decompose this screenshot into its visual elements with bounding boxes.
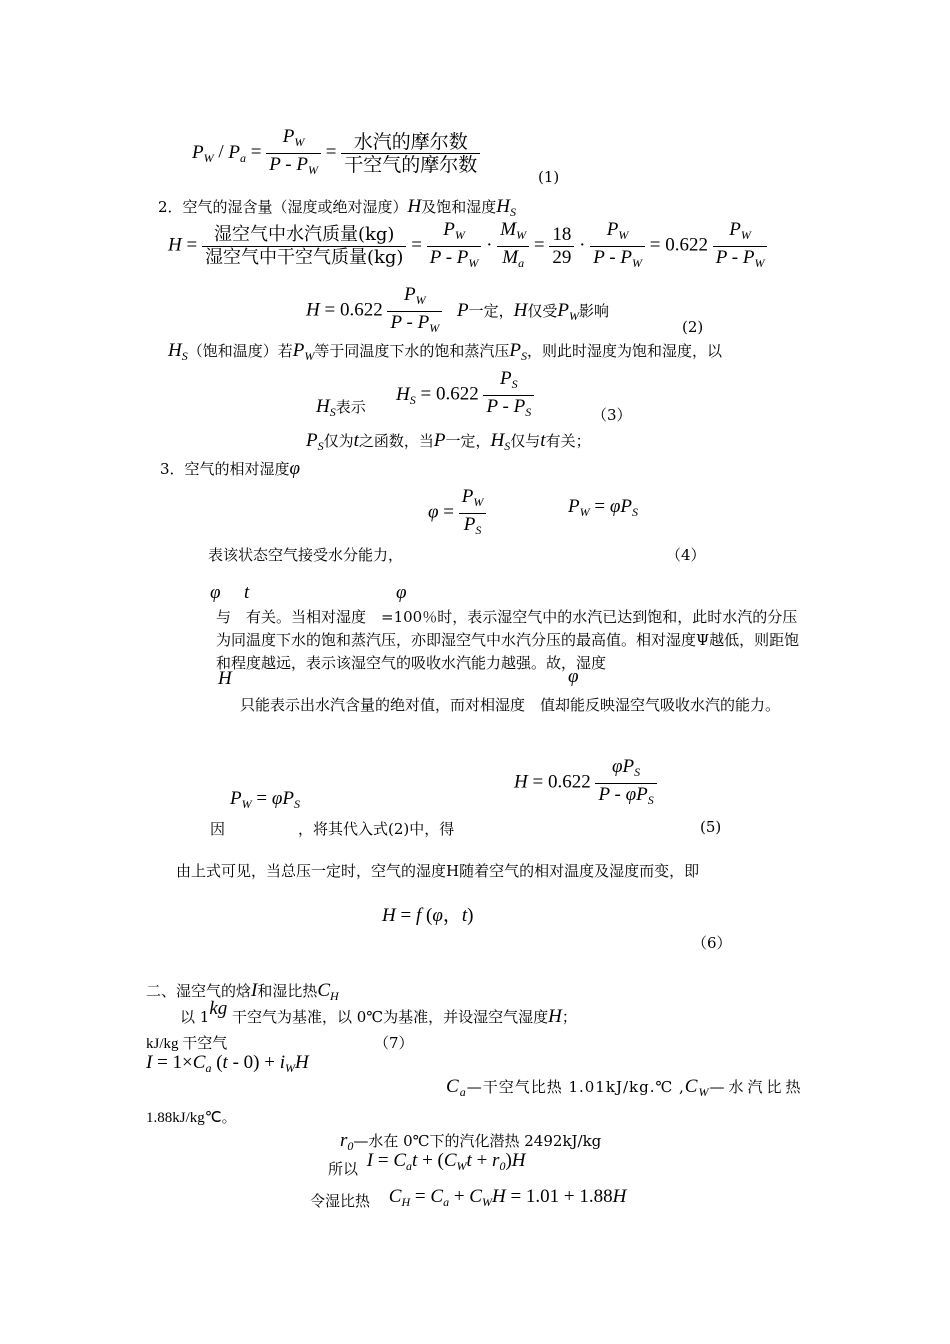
saturation-label: $H_S$表示 xyxy=(316,396,366,419)
cw-value: 1.88kJ/kg℃。 xyxy=(146,1110,237,1126)
equation-tag-3: （3） xyxy=(592,406,632,424)
enthalpy-so-line: 所以 $I = C_at + (C_Wt + r_0)H$ xyxy=(328,1150,526,1178)
humid-heat-line: 令湿比热 $C_H = C_a + C_WH = 1.01 + 1.88H$ xyxy=(310,1186,627,1210)
section-2-heading: 2．空气的湿含量（湿度或绝对湿度）H及饱和湿度$H_S$ xyxy=(158,196,517,219)
absolute-humidity-paragraph: 只能表示出水汽含量的绝对值，而对相湿度 值却能反映湿空气吸收水汽的能力。 xyxy=(240,696,781,714)
equation-tag-4: （4） xyxy=(666,546,706,564)
fraction-denominator: 干空气的摩尔数 xyxy=(344,154,478,176)
symbol-phi: φ xyxy=(568,666,579,687)
equation-tag-7: （7） xyxy=(374,1034,414,1052)
symbol-phi: φ xyxy=(210,582,221,603)
equation-5-substitution: $P_W = \varphi P_S$ xyxy=(230,788,300,811)
saturation-paragraph: $H_S$（饱和温度）若$P_W$等于同温度下水的饱和蒸汽压$P_S$，则此时湿度为饱和湿度，以 xyxy=(168,340,722,363)
ca-definition: $C_a—$干空气比热 1.01kJ/kg.℃ $,C_W—$水汽比热 xyxy=(446,1076,805,1099)
r0-definition: $r_0—$水在 0℃下的汽化潜热 2492kJ/kg xyxy=(340,1130,602,1153)
enthalpy-basis-line: 以 1kg 干空气为基准，以 0℃为基准，并设湿空气湿度H； xyxy=(180,998,577,1027)
equation-5: H = 0.622 $\frac{\varphi P_S}{P - \varphi P_S}$ xyxy=(514,756,657,811)
equation-4-rearranged: $P_W = \varphi P_S$ xyxy=(568,496,638,519)
equation-3: $H_S = 0.622$ $\frac{P_S}{P - P_S}$ xyxy=(396,368,534,423)
section-3-description: 表该状态空气接受水分能力， xyxy=(208,546,404,564)
relative-humidity-paragraph: 与 有关。当相对湿度 =100％时，表示湿空气中的水汽已达到饱和，此时水汽的分压为同温度下水的饱和蒸汽压，亦即湿空气中水汽分压的最高值。相对湿度Ψ越低，则距饱和程度越远，表示该湿空气的吸收水汽能力越强。故，湿度 xyxy=(216,608,800,672)
symbol-phi: φ xyxy=(396,582,407,603)
equation-tag-1: (1) xyxy=(538,168,560,186)
conclusion-line: 由上式可见，当总压一定时，空气的湿度H随着空气的相对温度及湿度而变，即 xyxy=(176,862,700,880)
equation-humidity-definition: H = $\frac{\text{湿空气中水汽质量(kg)}}{\text{湿空气中干空气质量(kg)}}$ = $\frac{P_W}{P - P_W}$ · $\frac{M_W}{M_a}$ = $\frac{18}{29}$ · $\frac{P_W}{P - P_W}$ = 0.622 $\frac{P_W}{P - P_W}$ xyxy=(168,219,767,274)
equation-tag-6: （6） xyxy=(692,934,732,952)
ps-function-line: $P_S$仅为t之函数，当P一定，$H_S$仅与t有关； xyxy=(306,430,591,453)
symbol-t: t xyxy=(244,582,250,603)
equation-4: φ = $\frac{P_W}{P_S}$ xyxy=(428,486,486,541)
equation-tag-2: (2) xyxy=(682,318,704,336)
enthalpy-unit: kJ/kg 干空气 xyxy=(146,1036,228,1052)
equation-mole-ratio: $P_W / P_a$ = $\frac{P_W}{P - P_W}$ = $\frac{\text{水汽的摩尔数}}{\text{干空气的摩尔数}}$ xyxy=(192,126,480,181)
fraction-numerator: 水汽的摩尔数 xyxy=(341,131,480,154)
equation-6: H = f (φ，t) xyxy=(382,905,474,926)
equation-5-substitute-text: ，将其代入式(2)中，得 xyxy=(298,820,455,838)
section-3-heading: 3．空气的相对湿度φ xyxy=(160,458,301,479)
enthalpy-heading: 二、湿空气的焓I和湿比热$C_H$ xyxy=(146,980,339,1003)
symbol-H: H xyxy=(218,668,232,689)
equation-7: $I = 1\times C_a$ $(t - 0) + i_WH$ xyxy=(146,1052,309,1075)
equation-5-because: 因 xyxy=(210,820,226,838)
equation-2: H = 0.622 $\frac{P_W}{P - P_W}$ P一定，H仅受$P_W$影响 xyxy=(306,284,609,335)
equation-tag-5: (5) xyxy=(700,818,722,836)
